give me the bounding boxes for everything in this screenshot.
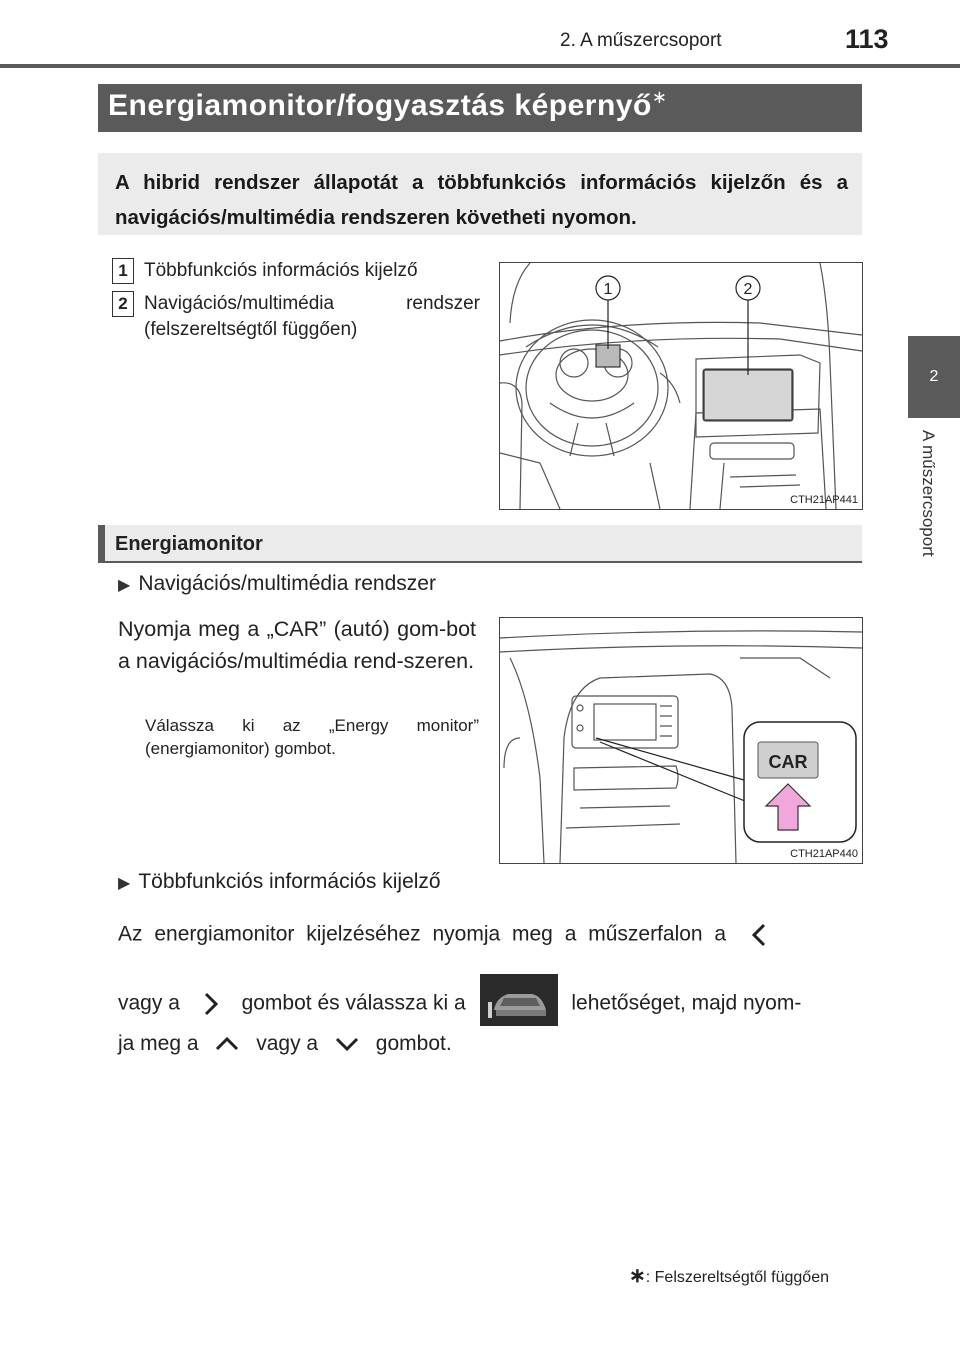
mid-line-3a: ja meg a (118, 1032, 199, 1055)
nav-step-2: Válassza ki az „Energy monitor” (energiamonitor) gombot. (145, 716, 479, 758)
header-rule (0, 64, 960, 68)
nav-screen-highlight (704, 370, 792, 420)
mid-line-2b: gombot és válassza ki a (241, 991, 466, 1015)
nav-heading-text: Navigációs/multimédia rendszer (138, 572, 436, 595)
dashboard-illustration (500, 263, 862, 509)
mid-heading (118, 870, 441, 894)
footnote (629, 1263, 829, 1288)
mid-line-2c: lehetőséget, majd nyom- (571, 991, 802, 1015)
footnote-text: : Felszereltségtől függően (645, 1269, 829, 1286)
legend-text: Navigációs/multimédia rendszer (felszereltségtől függően) (144, 293, 480, 340)
chevron-left-icon (748, 922, 772, 948)
legend-item (112, 291, 482, 340)
chevron-right-icon (196, 991, 226, 1017)
page-number: 113 (845, 24, 889, 54)
legend-number: 2 (112, 291, 134, 317)
figure-code: CTH21AP441 (790, 494, 858, 506)
triangle-bullet-icon: ▶ (118, 875, 131, 892)
mid-line-3b: vagy a (256, 1032, 319, 1055)
mid-line-1 (118, 922, 860, 948)
section-title-mark: ∗ (651, 87, 668, 107)
callout-2: 2 (743, 281, 753, 298)
section-title-text: Energiamonitor/fogyasztás képernyő (108, 89, 652, 122)
callout-zoom-box (744, 722, 856, 842)
section-title (108, 89, 667, 123)
mid-line-3 (118, 1032, 860, 1056)
mid-line-1-text: Az energiamonitor kijelzéséhez nyomja meg a műszerfalon a (118, 922, 727, 946)
mid-line-2 (118, 978, 860, 1030)
mid-line-2a: vagy a (118, 991, 180, 1015)
intro-box (98, 153, 862, 235)
legend-item (112, 258, 482, 284)
nav-heading (118, 572, 436, 596)
console-illustration (500, 618, 862, 863)
legend-text: Többfunkciós információs kijelző (144, 260, 418, 281)
side-tab-label: A műszercsoport (919, 430, 938, 557)
nav-step-1: Nyomja meg a „CAR” (autó) gom-bot a navigációs/multimédia rend-szeren. (118, 617, 476, 673)
intro-text: A hibrid rendszer állapotát a többfunkciós információs kijelzőn és a navigációs/multimédia rendszeren követheti nyomon. (115, 171, 848, 229)
figure-console (499, 617, 863, 864)
car-energy-icon (480, 974, 558, 1026)
mid-heading-text: Többfunkciós információs kijelző (138, 870, 441, 893)
chevron-up-icon (210, 1032, 244, 1056)
footnote-mark: ∗ (629, 1265, 646, 1287)
figure-dashboard (499, 262, 863, 510)
chevron-down-icon (330, 1032, 364, 1056)
chapter-title: 2. A műszercsoport (560, 30, 722, 51)
subsection-bar (98, 525, 862, 563)
car-button-label: CAR (768, 752, 808, 772)
triangle-bullet-icon: ▶ (118, 577, 131, 594)
side-tab-number: 2 (908, 336, 960, 418)
section-title-bar (98, 84, 862, 132)
legend-number: 1 (112, 258, 134, 284)
side-tab-label-wrap (918, 430, 942, 590)
mid-line-3c: gombot. (375, 1032, 452, 1055)
subsection-title: Energiamonitor (115, 533, 263, 555)
callout-1: 1 (603, 281, 613, 298)
figure-code: CTH21AP440 (790, 848, 858, 860)
